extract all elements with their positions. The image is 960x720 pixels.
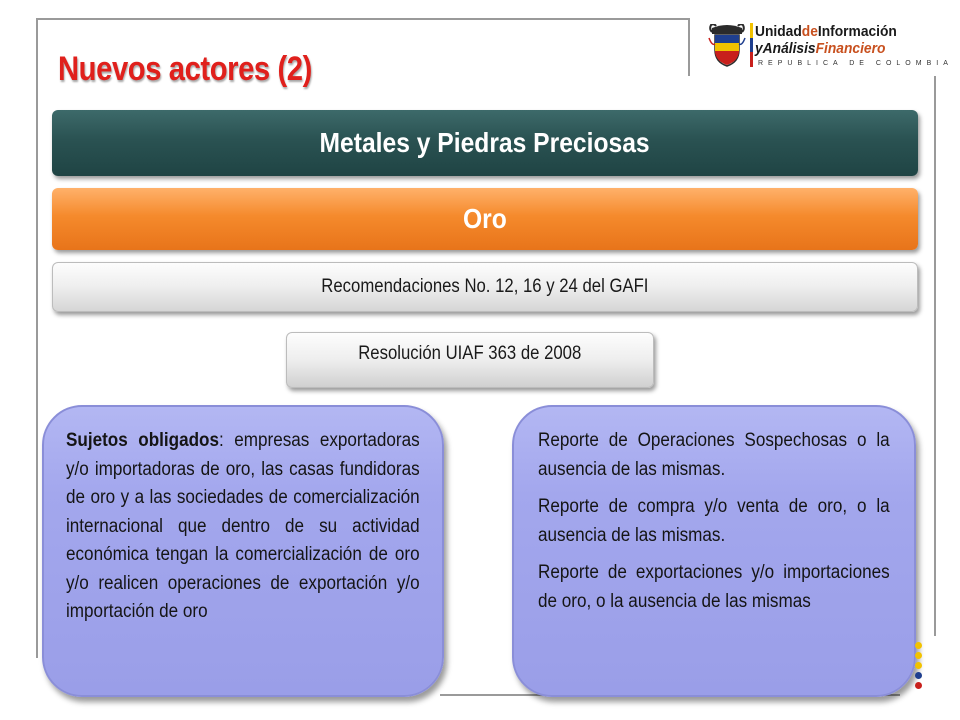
frame-left-line [36, 18, 38, 658]
uiaf-logo [700, 18, 953, 76]
flag-blue-stripe [750, 38, 753, 53]
logo-divider [688, 18, 690, 76]
obligated-subjects-text [66, 427, 420, 627]
metals-banner-label: Metales y Piedras Preciosas [319, 127, 651, 158]
obligated-subjects-lead: Sujetos obligados [66, 430, 220, 451]
resolution-banner [286, 332, 654, 388]
yellow-dot-icon [915, 642, 922, 649]
gold-banner [52, 188, 918, 250]
red-dot-icon [915, 682, 922, 689]
reports-list [538, 427, 890, 616]
logo-line-1 [755, 23, 897, 40]
decorative-dots [914, 640, 924, 690]
flag-bar [750, 23, 753, 67]
slide-title: Nuevos actores (2) [58, 50, 312, 88]
coat-of-arms-icon [708, 24, 746, 68]
obligated-subjects-body: : empresas exportadoras y/o importadoras de oro, las casas fundidoras de oro y a las sociedades de comercialización internacional que dentro de su actividad económica tengan la comercialización de oro y/o realicen operaciones de exportación y/o importación de oro [66, 430, 420, 622]
recommendations-label: Recomendaciones No. 12, 16 y 24 del GAFI [321, 276, 649, 297]
report-item: Reporte de exportaciones y/o importaciones de oro, o la ausencia de las mismas [538, 562, 890, 612]
gold-banner-label: Oro [463, 203, 507, 234]
flag-yellow-stripe [750, 23, 753, 38]
logo-line-2 [755, 40, 885, 57]
logo-word-y: y [755, 40, 763, 57]
report-item: Reporte de Operaciones Sospechosas o la ausencia de las mismas. [538, 430, 890, 480]
logo-word-informacion: Información [817, 23, 897, 40]
obligated-subjects-card [42, 405, 444, 697]
yellow-dot-icon [915, 652, 922, 659]
frame-top-line [36, 18, 688, 20]
logo-subtitle: REPUBLICA DE COLOMBIA [758, 60, 953, 67]
logo-word-de: de [801, 23, 818, 40]
resolution-label: Resolución UIAF 363 de 2008 [358, 343, 582, 364]
logo-word-unidad: Unidad [755, 23, 802, 40]
reports-card [512, 405, 916, 697]
frame-right-line [934, 76, 936, 636]
flag-red-stripe [750, 52, 753, 67]
logo-word-financiero: Financiero [815, 40, 886, 57]
recommendations-banner [52, 262, 918, 312]
logo-word-analisis: Análisis [762, 40, 816, 57]
blue-dot-icon [915, 672, 922, 679]
report-item: Reporte de compra y/o venta de oro, o la ausencia de las mismas. [538, 496, 890, 546]
yellow-dot-icon [915, 662, 922, 669]
metals-banner [52, 110, 918, 176]
